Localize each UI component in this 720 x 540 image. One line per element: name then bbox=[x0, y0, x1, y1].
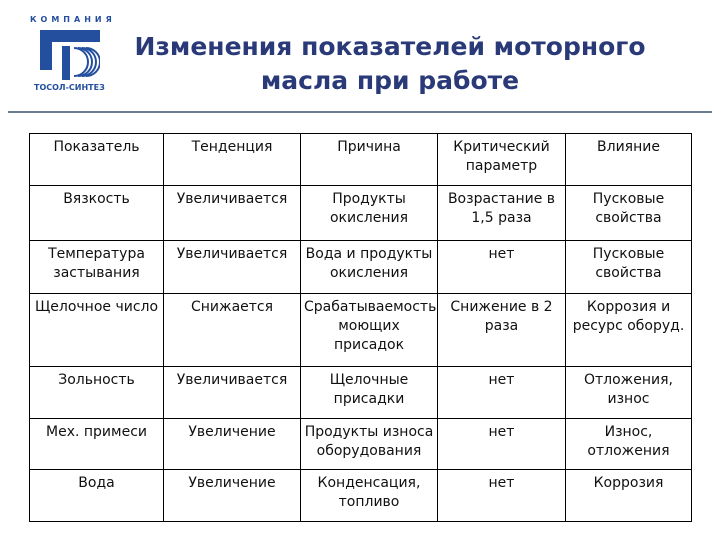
table-cell: Коррозия и ресурс оборуд. bbox=[566, 294, 692, 367]
table-cell: Вода bbox=[30, 470, 164, 522]
table-cell: Продукты окисления bbox=[301, 186, 438, 241]
table-header-row bbox=[30, 134, 692, 186]
table-cell: Увеличивается bbox=[164, 186, 301, 241]
table-cell: Щелочные присадки bbox=[301, 367, 438, 419]
table-cell: Увеличение bbox=[164, 419, 301, 470]
column-header: Тенденция bbox=[164, 134, 301, 186]
table-cell: Снижается bbox=[164, 294, 301, 367]
table-cell: Снижение в 2 раза bbox=[438, 294, 566, 367]
table-row bbox=[30, 294, 692, 367]
table-row bbox=[30, 367, 692, 419]
page-title bbox=[120, 30, 660, 98]
table-cell: Продукты износа оборудования bbox=[301, 419, 438, 470]
table-cell: Вода и продукты окисления bbox=[301, 241, 438, 294]
table-cell: Отложения, износ bbox=[566, 367, 692, 419]
table-cell: Вязкость bbox=[30, 186, 164, 241]
table-cell: Увеличивается bbox=[164, 241, 301, 294]
table-cell: нет bbox=[438, 419, 566, 470]
company-label: КОМПАНИЯ bbox=[30, 15, 116, 24]
table-cell: Коррозия bbox=[566, 470, 692, 522]
oil-indicators-table bbox=[29, 133, 692, 522]
table-row bbox=[30, 419, 692, 470]
header-divider bbox=[8, 111, 712, 113]
table-cell: Зольность bbox=[30, 367, 164, 419]
table-row bbox=[30, 241, 692, 294]
table-cell: Конденсация, топливо bbox=[301, 470, 438, 522]
table-cell: Срабатываемость моющих присадок bbox=[301, 294, 438, 367]
table-cell: Пусковые свойства bbox=[566, 186, 692, 241]
table-cell: Щелочное число bbox=[30, 294, 164, 367]
table-cell: Увеличение bbox=[164, 470, 301, 522]
column-header: Причина bbox=[301, 134, 438, 186]
table-cell: Износ, отложения bbox=[566, 419, 692, 470]
table-cell: Температура застывания bbox=[30, 241, 164, 294]
column-header: Критический параметр bbox=[438, 134, 566, 186]
column-header: Показатель bbox=[30, 134, 164, 186]
company-logo bbox=[40, 30, 100, 80]
table-row bbox=[30, 470, 692, 522]
title-line-1: Изменения показателей моторного bbox=[134, 32, 646, 61]
table-cell: Пусковые свойства bbox=[566, 241, 692, 294]
table-cell: Возрастание в 1,5 раза bbox=[438, 186, 566, 241]
table-cell: Мех. примеси bbox=[30, 419, 164, 470]
column-header: Влияние bbox=[566, 134, 692, 186]
table-cell: нет bbox=[438, 367, 566, 419]
table-cell: нет bbox=[438, 470, 566, 522]
table-cell: Увеличивается bbox=[164, 367, 301, 419]
title-line-2: масла при работе bbox=[260, 66, 520, 95]
table-cell: нет bbox=[438, 241, 566, 294]
brand-name: ТОСОЛ-СИНТЕЗ bbox=[34, 83, 105, 92]
table-row bbox=[30, 186, 692, 241]
